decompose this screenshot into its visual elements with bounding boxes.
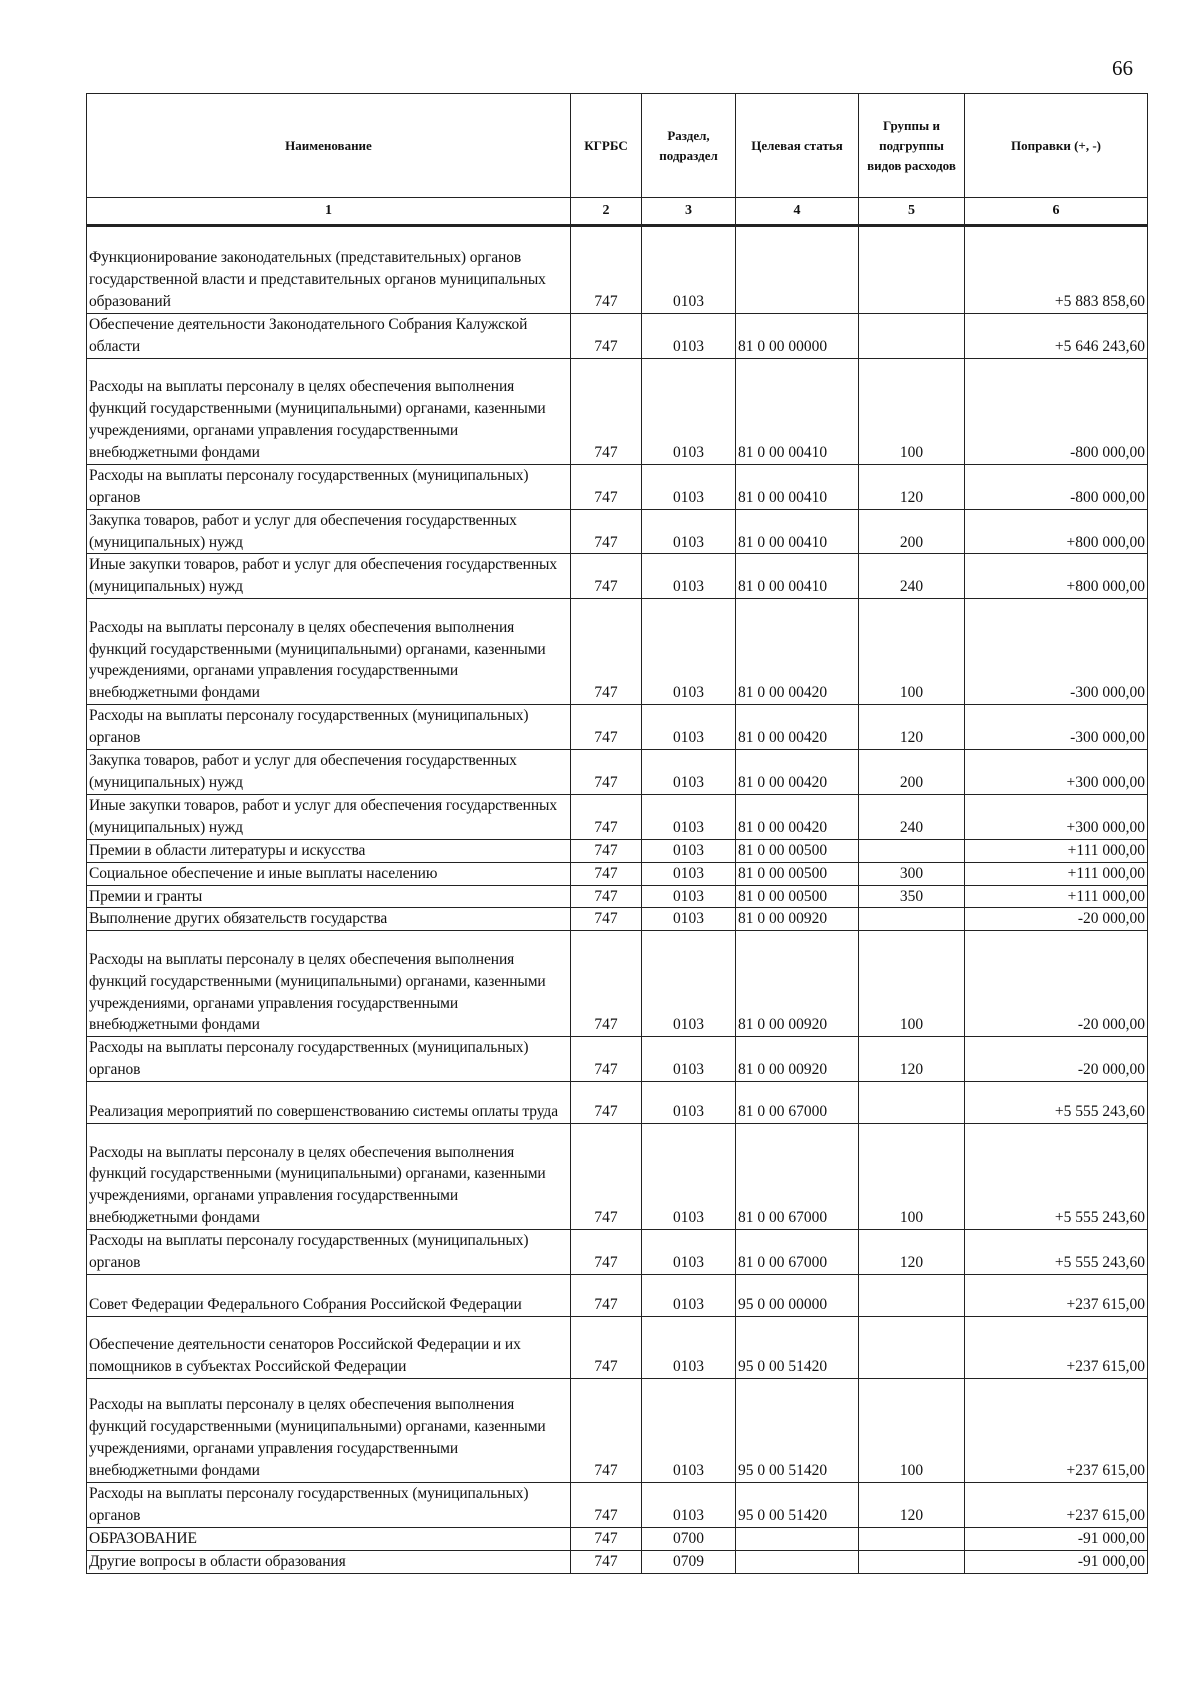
row-amount-cell: +237 615,00	[965, 1378, 1148, 1482]
row-amount-cell: +5 555 243,60	[965, 1082, 1148, 1124]
row-name-cell: Другие вопросы в области образования	[87, 1550, 571, 1573]
row-group-cell	[859, 314, 965, 359]
row-name-cell: Расходы на выплаты персоналу в целях обеспечения выполнения функций государственными (муниципальными) органами, казенными учреждениями, органами управления государственными внебюджетными фондами	[87, 1124, 571, 1230]
row-kgrbs-cell: 747	[571, 885, 642, 908]
row-kgrbs-cell: 747	[571, 599, 642, 705]
row-article-cell: 95 0 00 51420	[736, 1316, 859, 1378]
table-row	[87, 839, 1148, 862]
header-row	[87, 94, 1148, 198]
row-amount-cell: +237 615,00	[965, 1316, 1148, 1378]
row-kgrbs-cell: 747	[571, 1082, 642, 1124]
row-article-cell: 81 0 00 00920	[736, 908, 859, 931]
row-kgrbs-cell: 747	[571, 1550, 642, 1573]
row-group-cell	[859, 908, 965, 931]
row-amount-cell: -20 000,00	[965, 1037, 1148, 1082]
row-name-cell: Расходы на выплаты персоналу государственных (муниципальных) органов	[87, 1230, 571, 1275]
row-amount-cell: +111 000,00	[965, 839, 1148, 862]
row-group-cell	[859, 226, 965, 314]
column-number: 2	[571, 198, 642, 226]
row-amount-cell: +237 615,00	[965, 1482, 1148, 1527]
row-section-cell: 0709	[642, 1550, 736, 1573]
page-number: 66	[1112, 56, 1133, 80]
row-section-cell: 0103	[642, 705, 736, 750]
row-kgrbs-cell: 747	[571, 839, 642, 862]
row-amount-cell: -20 000,00	[965, 908, 1148, 931]
row-section-cell: 0103	[642, 599, 736, 705]
row-article-cell: 95 0 00 51420	[736, 1378, 859, 1482]
row-section-cell: 0103	[642, 839, 736, 862]
row-kgrbs-cell: 747	[571, 1316, 642, 1378]
row-group-cell: 100	[859, 1378, 965, 1482]
row-article-cell: 81 0 00 00000	[736, 314, 859, 359]
row-amount-cell: +111 000,00	[965, 862, 1148, 885]
row-section-cell: 0103	[642, 1037, 736, 1082]
row-article-cell: 81 0 00 00920	[736, 1037, 859, 1082]
row-article-cell: 95 0 00 00000	[736, 1274, 859, 1316]
row-section-cell: 0700	[642, 1527, 736, 1550]
row-article-cell: 95 0 00 51420	[736, 1482, 859, 1527]
table-row	[87, 509, 1148, 554]
table-header	[87, 94, 1148, 226]
row-article-cell: 81 0 00 00500	[736, 839, 859, 862]
row-group-cell: 120	[859, 705, 965, 750]
row-article-cell	[736, 1550, 859, 1573]
row-name-cell: Премии и гранты	[87, 885, 571, 908]
table-row	[87, 358, 1148, 464]
row-group-cell: 300	[859, 862, 965, 885]
column-number: 6	[965, 198, 1148, 226]
row-article-cell: 81 0 00 00410	[736, 358, 859, 464]
row-group-cell	[859, 1527, 965, 1550]
table-row	[87, 1527, 1148, 1550]
row-section-cell: 0103	[642, 750, 736, 795]
row-name-cell: Выполнение других обязательств государства	[87, 908, 571, 931]
row-article-cell: 81 0 00 00500	[736, 862, 859, 885]
row-article-cell: 81 0 00 00410	[736, 464, 859, 509]
table-row	[87, 1037, 1148, 1082]
row-group-cell	[859, 1274, 965, 1316]
row-section-cell: 0103	[642, 1082, 736, 1124]
row-name-cell: Расходы на выплаты персоналу в целях обеспечения выполнения функций государственными (муниципальными) органами, казенными учреждениями, органами управления государственными внебюджетными фондами	[87, 599, 571, 705]
table-row	[87, 750, 1148, 795]
row-amount-cell: -800 000,00	[965, 358, 1148, 464]
row-name-cell: Расходы на выплаты персоналу государственных (муниципальных) органов	[87, 1482, 571, 1527]
row-amount-cell: -800 000,00	[965, 464, 1148, 509]
row-section-cell: 0103	[642, 885, 736, 908]
table-row	[87, 1274, 1148, 1316]
header-kgrbs: КГРБС	[571, 94, 642, 198]
row-amount-cell: +111 000,00	[965, 885, 1148, 908]
row-section-cell: 0103	[642, 226, 736, 314]
row-kgrbs-cell: 747	[571, 750, 642, 795]
table-body	[87, 226, 1148, 1574]
row-amount-cell: +300 000,00	[965, 794, 1148, 839]
row-kgrbs-cell: 747	[571, 1482, 642, 1527]
row-section-cell: 0103	[642, 554, 736, 599]
row-article-cell: 81 0 00 00410	[736, 554, 859, 599]
row-article-cell: 81 0 00 67000	[736, 1124, 859, 1230]
table-row	[87, 1378, 1148, 1482]
row-kgrbs-cell: 747	[571, 1527, 642, 1550]
row-section-cell: 0103	[642, 1378, 736, 1482]
row-kgrbs-cell: 747	[571, 358, 642, 464]
row-article-cell: 81 0 00 00500	[736, 885, 859, 908]
table-row	[87, 908, 1148, 931]
row-kgrbs-cell: 747	[571, 931, 642, 1037]
row-name-cell: Обеспечение деятельности Законодательного Собрания Калужской области	[87, 314, 571, 359]
row-name-cell: Расходы на выплаты персоналу государственных (муниципальных) органов	[87, 1037, 571, 1082]
row-kgrbs-cell: 747	[571, 794, 642, 839]
row-group-cell: 100	[859, 358, 965, 464]
row-group-cell: 120	[859, 1482, 965, 1527]
row-name-cell: Обеспечение деятельности сенаторов Российской Федерации и их помощников в субъектах Российской Федерации	[87, 1316, 571, 1378]
row-name-cell: Премии в области литературы и искусства	[87, 839, 571, 862]
row-section-cell: 0103	[642, 1124, 736, 1230]
row-amount-cell: -300 000,00	[965, 705, 1148, 750]
row-amount-cell: -91 000,00	[965, 1550, 1148, 1573]
row-kgrbs-cell: 747	[571, 1037, 642, 1082]
table-row	[87, 314, 1148, 359]
row-name-cell: Расходы на выплаты персоналу государственных (муниципальных) органов	[87, 705, 571, 750]
budget-amendments-table	[86, 93, 1148, 1574]
table-row	[87, 885, 1148, 908]
row-name-cell: Иные закупки товаров, работ и услуг для обеспечения государственных (муниципальных) нужд	[87, 554, 571, 599]
row-name-cell: Реализация мероприятий по совершенствованию системы оплаты труда	[87, 1082, 571, 1124]
header-groups: Группы и подгруппы видов расходов	[859, 94, 965, 198]
table-row	[87, 1230, 1148, 1275]
column-number: 4	[736, 198, 859, 226]
row-section-cell: 0103	[642, 1274, 736, 1316]
row-group-cell	[859, 839, 965, 862]
row-group-cell: 100	[859, 931, 965, 1037]
row-article-cell: 81 0 00 00420	[736, 705, 859, 750]
row-name-cell: Расходы на выплаты персоналу государственных (муниципальных) органов	[87, 464, 571, 509]
table-row	[87, 705, 1148, 750]
row-name-cell: Расходы на выплаты персоналу в целях обеспечения выполнения функций государственными (муниципальными) органами, казенными учреждениями, органами управления государственными внебюджетными фондами	[87, 358, 571, 464]
row-amount-cell: -300 000,00	[965, 599, 1148, 705]
row-group-cell: 100	[859, 1124, 965, 1230]
row-name-cell: Закупка товаров, работ и услуг для обеспечения государственных (муниципальных) нужд	[87, 750, 571, 795]
row-amount-cell: +5 883 858,60	[965, 226, 1148, 314]
row-name-cell: Совет Федерации Федерального Собрания Российской Федерации	[87, 1274, 571, 1316]
table-row	[87, 1482, 1148, 1527]
row-amount-cell: -91 000,00	[965, 1527, 1148, 1550]
column-number-row	[87, 198, 1148, 226]
row-amount-cell: +800 000,00	[965, 554, 1148, 599]
row-name-cell: Социальное обеспечение и иные выплаты населению	[87, 862, 571, 885]
row-kgrbs-cell: 747	[571, 908, 642, 931]
row-group-cell: 100	[859, 599, 965, 705]
column-number: 1	[87, 198, 571, 226]
column-number: 5	[859, 198, 965, 226]
row-group-cell	[859, 1550, 965, 1573]
row-name-cell: Закупка товаров, работ и услуг для обеспечения государственных (муниципальных) нужд	[87, 509, 571, 554]
row-name-cell: ОБРАЗОВАНИЕ	[87, 1527, 571, 1550]
row-kgrbs-cell: 747	[571, 1378, 642, 1482]
row-kgrbs-cell: 747	[571, 1274, 642, 1316]
row-kgrbs-cell: 747	[571, 1124, 642, 1230]
row-amount-cell: -20 000,00	[965, 931, 1148, 1037]
row-group-cell: 120	[859, 464, 965, 509]
row-kgrbs-cell: 747	[571, 509, 642, 554]
table-row	[87, 1124, 1148, 1230]
row-amount-cell: +800 000,00	[965, 509, 1148, 554]
row-group-cell: 240	[859, 794, 965, 839]
header-amendments: Поправки (+, -)	[965, 94, 1148, 198]
row-kgrbs-cell: 747	[571, 705, 642, 750]
row-group-cell: 200	[859, 750, 965, 795]
row-amount-cell: +5 555 243,60	[965, 1230, 1148, 1275]
row-group-cell: 240	[859, 554, 965, 599]
table-row	[87, 599, 1148, 705]
header-name: Наименование	[87, 94, 571, 198]
row-kgrbs-cell: 747	[571, 226, 642, 314]
row-article-cell: 81 0 00 00920	[736, 931, 859, 1037]
row-amount-cell: +237 615,00	[965, 1274, 1148, 1316]
row-kgrbs-cell: 747	[571, 464, 642, 509]
table-row	[87, 1316, 1148, 1378]
table-row	[87, 862, 1148, 885]
table-row	[87, 1550, 1148, 1573]
row-article-cell: 81 0 00 00420	[736, 599, 859, 705]
row-article-cell: 81 0 00 00420	[736, 794, 859, 839]
row-group-cell	[859, 1082, 965, 1124]
row-amount-cell: +5 555 243,60	[965, 1124, 1148, 1230]
row-group-cell: 200	[859, 509, 965, 554]
row-name-cell: Расходы на выплаты персоналу в целях обеспечения выполнения функций государственными (муниципальными) органами, казенными учреждениями, органами управления государственными внебюджетными фондами	[87, 931, 571, 1037]
row-name-cell: Иные закупки товаров, работ и услуг для обеспечения государственных (муниципальных) нужд	[87, 794, 571, 839]
row-section-cell: 0103	[642, 908, 736, 931]
row-kgrbs-cell: 747	[571, 314, 642, 359]
table-row	[87, 226, 1148, 314]
header-article: Целевая статья	[736, 94, 859, 198]
row-amount-cell: +300 000,00	[965, 750, 1148, 795]
table-row	[87, 554, 1148, 599]
row-section-cell: 0103	[642, 794, 736, 839]
row-article-cell	[736, 226, 859, 314]
row-section-cell: 0103	[642, 931, 736, 1037]
row-section-cell: 0103	[642, 862, 736, 885]
row-kgrbs-cell: 747	[571, 554, 642, 599]
row-section-cell: 0103	[642, 1316, 736, 1378]
row-group-cell: 120	[859, 1230, 965, 1275]
row-group-cell: 350	[859, 885, 965, 908]
row-amount-cell: +5 646 243,60	[965, 314, 1148, 359]
table-row	[87, 794, 1148, 839]
row-article-cell: 81 0 00 67000	[736, 1082, 859, 1124]
header-section: Раздел, подраздел	[642, 94, 736, 198]
row-kgrbs-cell: 747	[571, 1230, 642, 1275]
row-article-cell: 81 0 00 67000	[736, 1230, 859, 1275]
row-kgrbs-cell: 747	[571, 862, 642, 885]
table-row	[87, 464, 1148, 509]
row-name-cell: Функционирование законодательных (представительных) органов государственной власти и представительных органов муниципальных образований	[87, 226, 571, 314]
row-article-cell: 81 0 00 00420	[736, 750, 859, 795]
row-section-cell: 0103	[642, 1482, 736, 1527]
row-name-cell: Расходы на выплаты персоналу в целях обеспечения выполнения функций государственными (муниципальными) органами, казенными учреждениями, органами управления государственными внебюджетными фондами	[87, 1378, 571, 1482]
row-section-cell: 0103	[642, 314, 736, 359]
row-article-cell: 81 0 00 00410	[736, 509, 859, 554]
table-row	[87, 1082, 1148, 1124]
row-section-cell: 0103	[642, 358, 736, 464]
row-group-cell: 120	[859, 1037, 965, 1082]
column-number: 3	[642, 198, 736, 226]
table-row	[87, 931, 1148, 1037]
row-article-cell	[736, 1527, 859, 1550]
row-section-cell: 0103	[642, 464, 736, 509]
row-section-cell: 0103	[642, 509, 736, 554]
row-group-cell	[859, 1316, 965, 1378]
row-section-cell: 0103	[642, 1230, 736, 1275]
